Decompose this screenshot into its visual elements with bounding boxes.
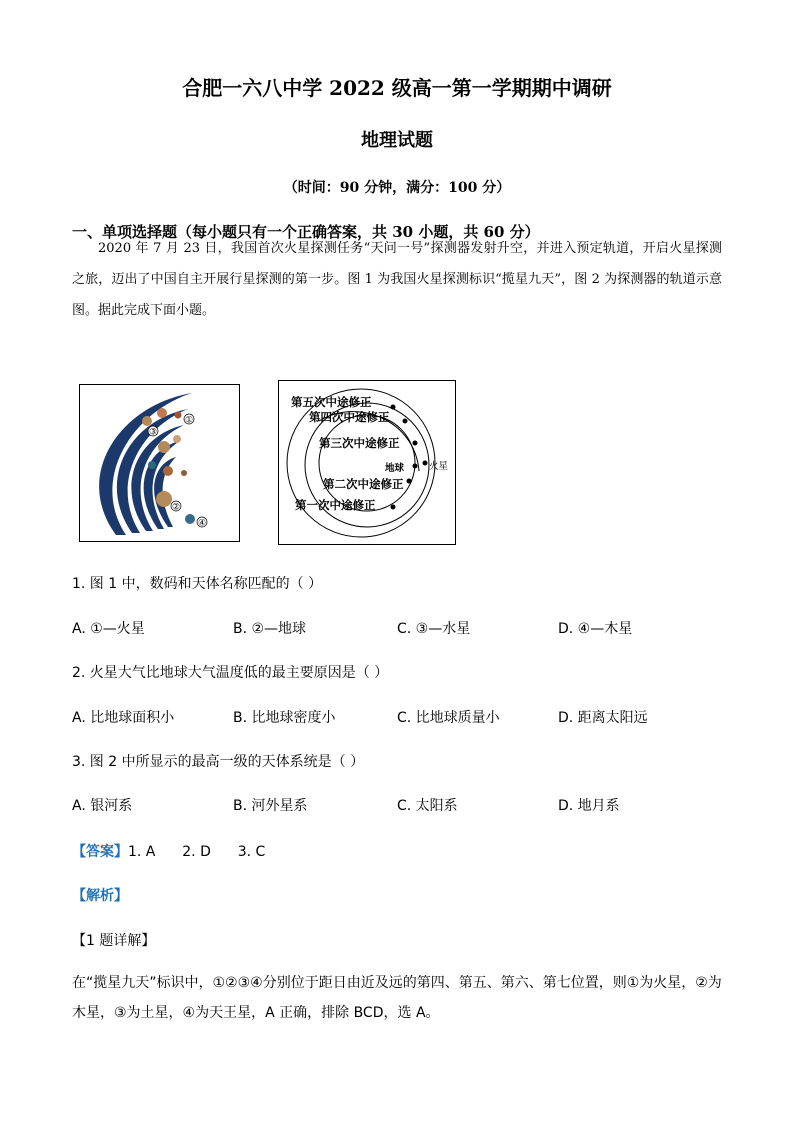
answer-3: 3. C (237, 844, 266, 860)
subject-title: 地理试题 (361, 130, 433, 151)
figure-1-logo (80, 385, 239, 541)
q1-detail-label: 【1 题详解】 (72, 933, 156, 949)
label-mars: 火星 (429, 461, 449, 472)
section-heading: 一、单项选择题（每小题只有一个正确答案，共 30 小题，共 60 分） (72, 223, 540, 241)
answer-row (72, 841, 265, 861)
point-c3 (413, 441, 418, 446)
label-c4: 第四次中途修正 (309, 410, 390, 424)
figure-2-orbit-diagram (279, 381, 455, 544)
planet-dot-4 (158, 441, 170, 453)
point-c4 (403, 419, 408, 424)
planet-dot-3 (175, 412, 182, 419)
planet-dot-2 (157, 408, 167, 418)
exam-info: （时间：90 分钟，满分：100 分） (283, 180, 511, 196)
planet-dot-10 (185, 514, 195, 524)
passage (72, 233, 722, 326)
analysis-label: 【解析】 (72, 888, 128, 904)
figure-1 (79, 384, 240, 542)
point-c2 (407, 479, 412, 484)
q2-option-d: D. 距离太阳远 (558, 710, 648, 726)
label-c1: 第一次中途修正 (295, 498, 376, 512)
q1-option-b: B. ②—地球 (233, 621, 307, 637)
q3-option-d: D. 地月系 (558, 798, 620, 814)
point-c1 (391, 505, 396, 510)
point-earth (413, 464, 418, 469)
question-3-stem: 3. 图 2 中所显示的最高一级的天体系统是（ ） (72, 754, 365, 770)
q1-detail-text: 在“揽星九天”标识中，①②③④分别位于距日由近及远的第四、第五、第六、第七位置，则①为火星，②为木星，③为土星，④为天王星，A 正确，排除 BCD，选 A。 (72, 975, 722, 1021)
marker-4: ④ (197, 518, 207, 529)
point-c5 (391, 405, 396, 410)
label-c3: 第三次中途修正 (319, 436, 400, 450)
question-1-stem: 1. 图 1 中，数码和天体名称匹配的（ ） (72, 576, 323, 592)
question-2-stem: 2. 火星大气比地球大气温度低的最主要原因是（ ） (72, 665, 389, 681)
q2-option-c: C. 比地球质量小 (397, 710, 500, 726)
marker-3: ③ (148, 427, 158, 438)
planet-dot-8 (181, 470, 187, 476)
label-earth: 地球 (385, 463, 405, 474)
passage-text: 2020 年 7 月 23 日，我国首次火星探测任务“天问一号”探测器发射升空，并进入预定轨道，开启火星探测之旅，迈出了中国自主开展行星探测的第一步。图 1 为我国火星探测标识“揽星九天”，图 2 为探测器的轨道示意图。据此完成下面小题。 (72, 241, 722, 318)
marker-2: ② (171, 502, 181, 513)
planet-dot-5 (173, 435, 181, 443)
label-c2: 第二次中途修正 (323, 477, 404, 491)
planet-dot-6 (148, 461, 156, 469)
marker-1: ① (184, 415, 194, 426)
answer-label: 【答案】 (72, 844, 128, 860)
answer-2: 2. D (182, 844, 211, 860)
figure-2 (278, 380, 456, 545)
exam-title: 合肥一六八中学 2022 级高一第一学期期中调研 (182, 76, 612, 100)
q2-option-a: A. 比地球面积小 (72, 710, 175, 726)
q1-option-d: D. ④—木星 (558, 621, 633, 637)
q1-option-c: C. ③—水星 (397, 621, 471, 637)
planet-dot-9 (156, 491, 172, 507)
q3-option-a: A. 银河系 (72, 798, 133, 814)
planet-dot-7 (163, 466, 173, 476)
q1-option-a: A. ①—火星 (72, 621, 145, 637)
q3-option-b: B. 河外星系 (233, 798, 308, 814)
q3-option-c: C. 太阳系 (397, 798, 458, 814)
q2-option-b: B. 比地球密度小 (233, 710, 336, 726)
point-mars (423, 461, 428, 466)
label-c5: 第五次中途修正 (291, 395, 372, 409)
planet-dot-1 (142, 416, 152, 426)
answer-1: 1. A (128, 844, 156, 860)
